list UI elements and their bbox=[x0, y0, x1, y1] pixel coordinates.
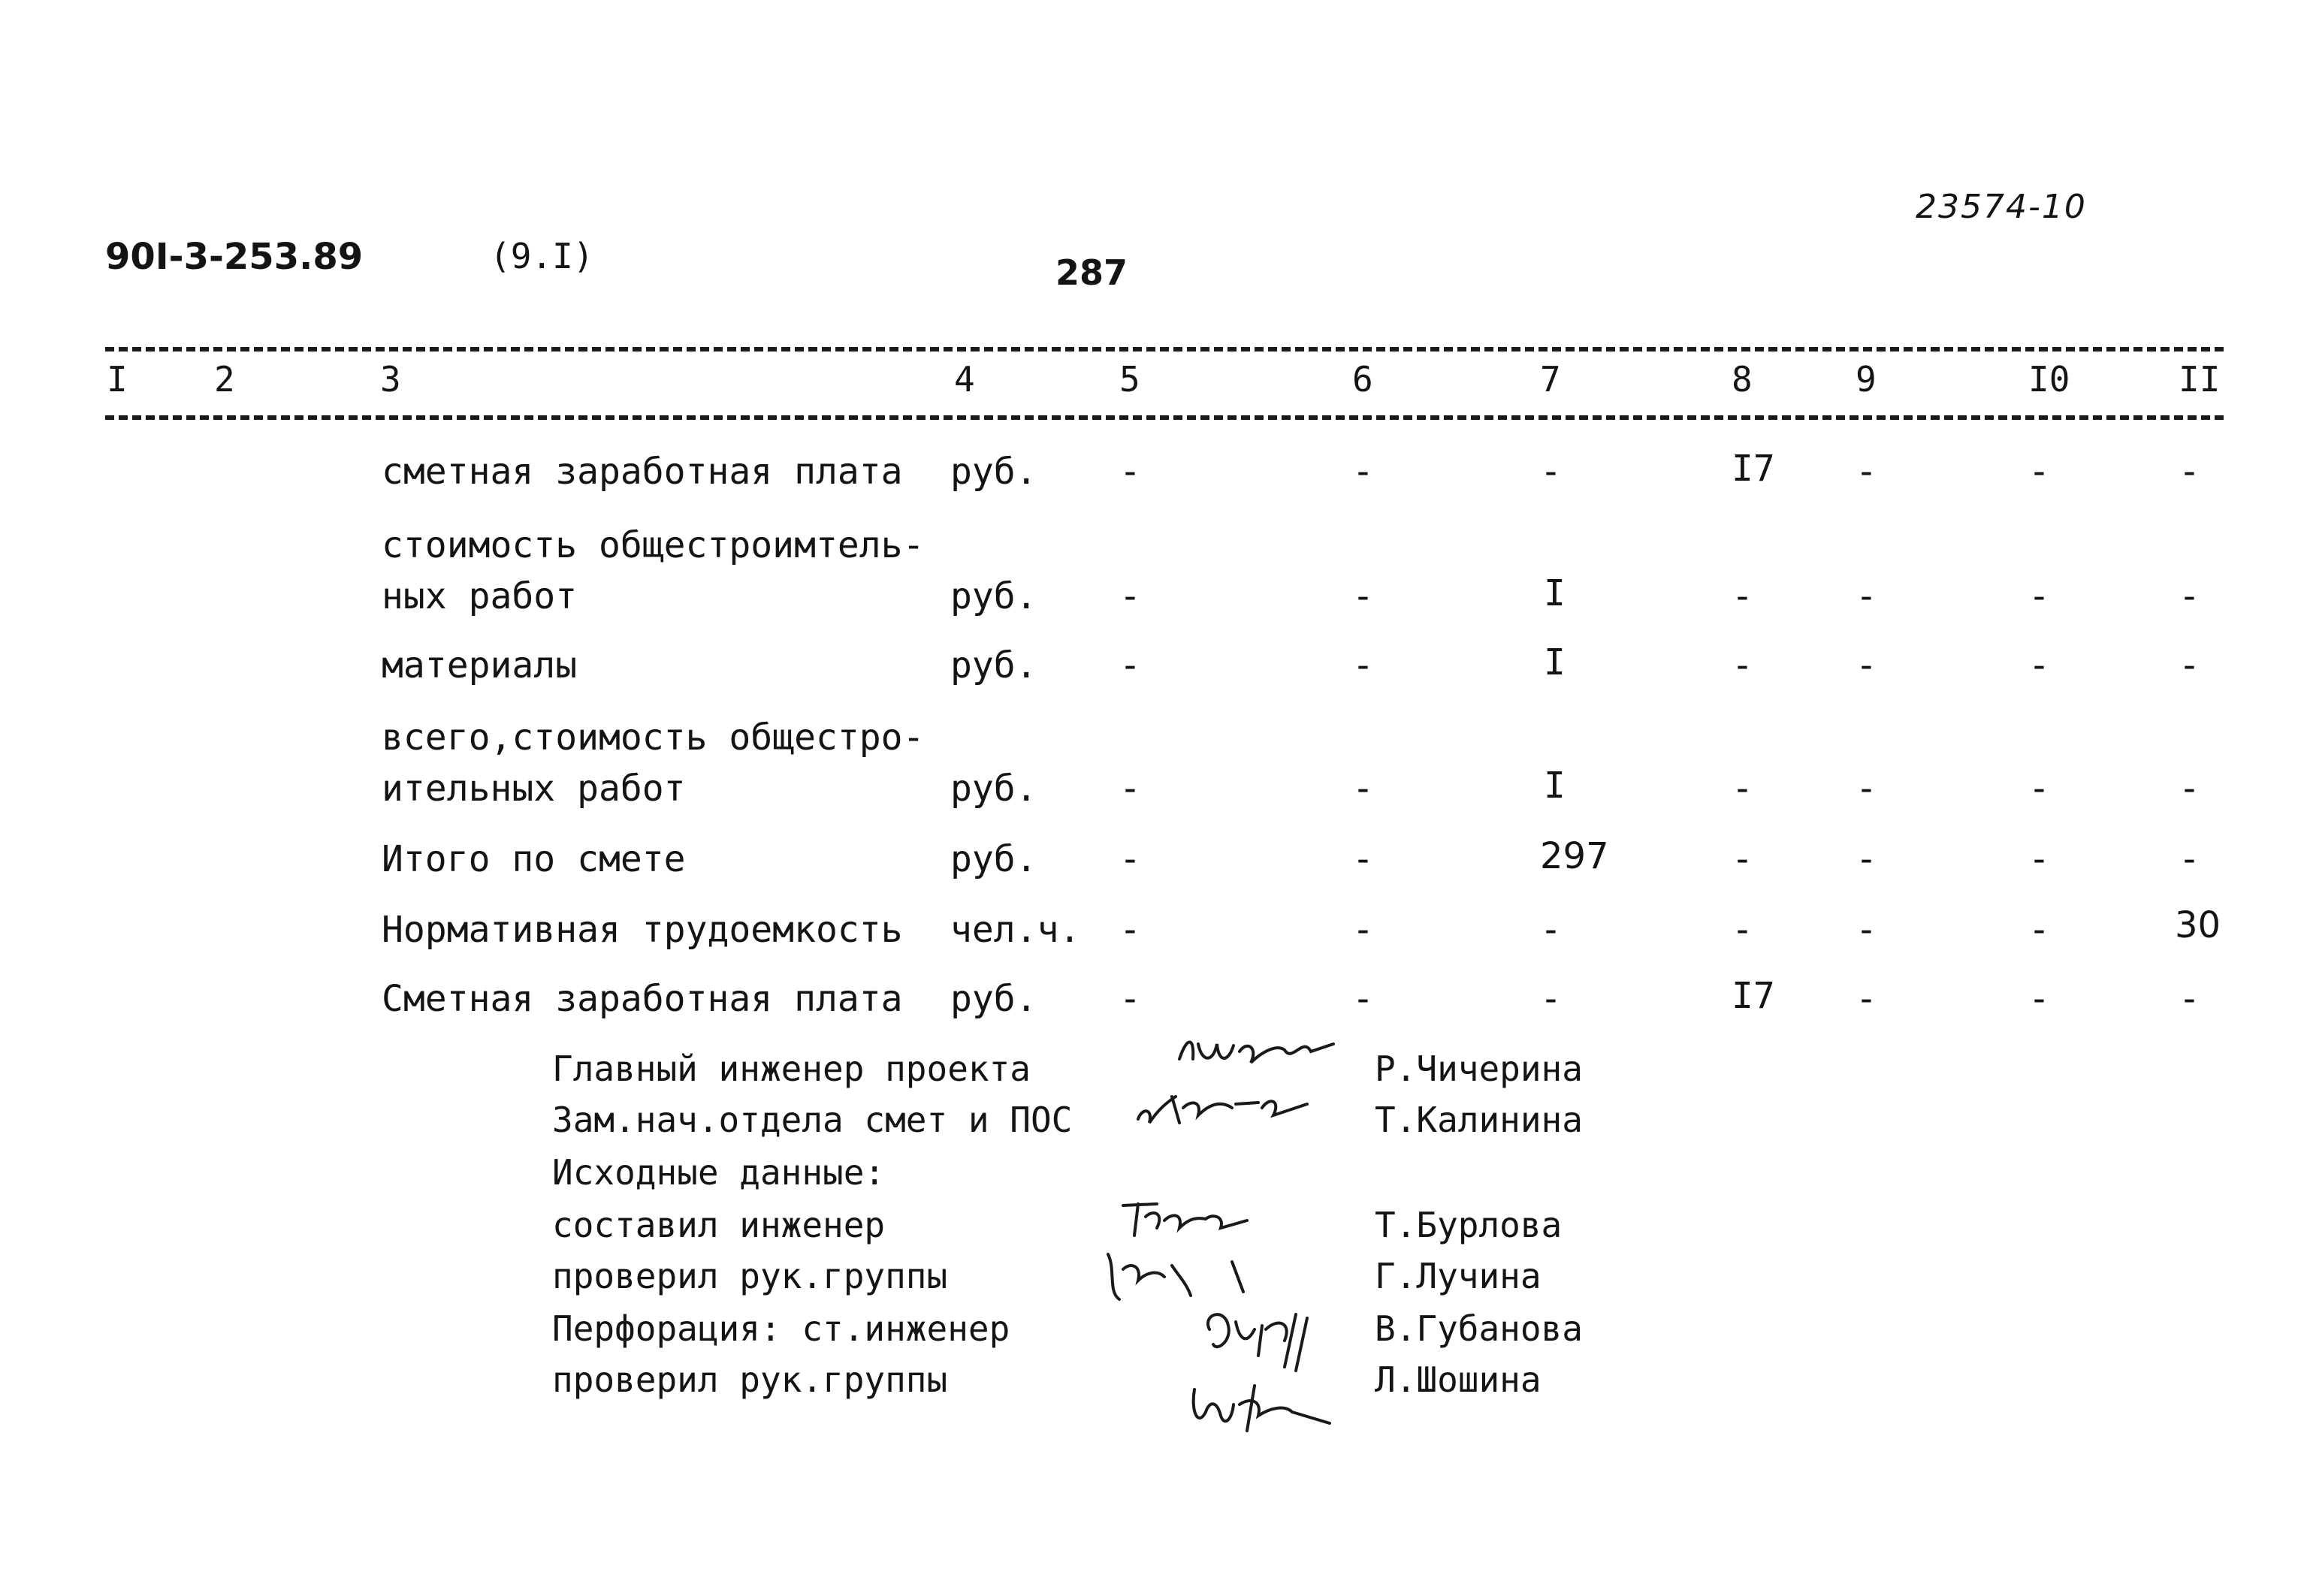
cell-col8: I7 bbox=[1732, 448, 1775, 490]
cell-col5: - bbox=[1119, 644, 1141, 686]
row-name: стоимость общестроимтель- bbox=[382, 524, 925, 566]
column-header: I bbox=[107, 359, 128, 400]
cell-col11: - bbox=[2179, 451, 2200, 493]
signature-role: Главный инженер проекта bbox=[552, 1048, 1031, 1089]
row-unit: руб. bbox=[950, 451, 1037, 493]
section-number: (9.I) bbox=[490, 236, 594, 276]
cell-col6: - bbox=[1352, 575, 1374, 617]
column-header: 4 bbox=[954, 359, 975, 400]
cell-col9: - bbox=[1856, 451, 1877, 493]
row-name-continued: ительных работ bbox=[382, 768, 686, 810]
signature-name: Л.Шошина bbox=[1375, 1359, 1542, 1400]
row-name: Итого по смете bbox=[382, 838, 686, 880]
cell-col7: I bbox=[1544, 572, 1566, 614]
row-name: материалы bbox=[382, 644, 578, 686]
cell-col10: - bbox=[2028, 838, 2050, 880]
column-header: 8 bbox=[1732, 359, 1753, 400]
column-header: 2 bbox=[214, 359, 235, 400]
cell-col10: - bbox=[2028, 909, 2050, 951]
column-header: 6 bbox=[1352, 359, 1373, 400]
cell-col8: - bbox=[1732, 575, 1753, 617]
column-header: 9 bbox=[1856, 359, 1877, 400]
inventory-number: 23574-10 bbox=[1916, 188, 2087, 226]
handwritten-signature bbox=[1131, 1082, 1318, 1134]
cell-col9: - bbox=[1856, 768, 1877, 810]
page-number: 287 bbox=[1055, 252, 1128, 293]
cell-col11: 30 bbox=[2175, 904, 2221, 946]
cell-col9: - bbox=[1856, 838, 1877, 880]
signature-role: составил инженер bbox=[552, 1205, 886, 1245]
cell-col10: - bbox=[2028, 575, 2050, 617]
cell-col11: - bbox=[2179, 838, 2200, 880]
cell-col9: - bbox=[1856, 644, 1877, 686]
signature-name: Р.Чичерина bbox=[1375, 1048, 1583, 1089]
row-name: всего,стоимость общестро- bbox=[382, 717, 925, 759]
cell-col6: - bbox=[1352, 768, 1374, 810]
row-unit: руб. bbox=[950, 768, 1037, 810]
cell-col7: - bbox=[1540, 978, 1562, 1020]
cell-col5: - bbox=[1119, 978, 1141, 1020]
row-unit: руб. bbox=[950, 838, 1037, 880]
signature-role: Перфорация: ст.инженер bbox=[552, 1308, 1010, 1349]
cell-col10: - bbox=[2028, 644, 2050, 686]
cell-col9: - bbox=[1856, 575, 1877, 617]
cell-col10: - bbox=[2028, 451, 2050, 493]
cell-col7: I bbox=[1544, 765, 1566, 807]
signature-role: проверил рук.группы bbox=[552, 1256, 948, 1296]
table-top-rule bbox=[105, 347, 2224, 351]
signature-role: Зам.нач.отдела смет и ПОС bbox=[552, 1100, 1073, 1140]
cell-col9: - bbox=[1856, 909, 1877, 951]
cell-col8: I7 bbox=[1732, 975, 1775, 1017]
signature-role: проверил рук.группы bbox=[552, 1359, 948, 1400]
row-name: сметная заработная плата bbox=[382, 451, 903, 493]
row-name: Нормативная трудоемкость bbox=[382, 909, 903, 951]
cell-col11: - bbox=[2179, 644, 2200, 686]
handwritten-signature bbox=[1172, 1029, 1345, 1082]
row-unit: чел.ч. bbox=[950, 909, 1081, 951]
cell-col8: - bbox=[1732, 644, 1753, 686]
cell-col5: - bbox=[1119, 909, 1141, 951]
cell-col5: - bbox=[1119, 768, 1141, 810]
column-header: 7 bbox=[1540, 359, 1561, 400]
cell-col6: - bbox=[1352, 978, 1374, 1020]
cell-col6: - bbox=[1352, 451, 1374, 493]
cell-col5: - bbox=[1119, 575, 1141, 617]
cell-col11: - bbox=[2179, 978, 2200, 1020]
signature-section-label: Исходные данные: bbox=[552, 1152, 886, 1193]
signature-name: Г.Лучина bbox=[1375, 1256, 1542, 1296]
cell-col5: - bbox=[1119, 838, 1141, 880]
row-unit: руб. bbox=[950, 978, 1037, 1020]
column-header: I0 bbox=[2028, 359, 2070, 400]
cell-col8: - bbox=[1732, 768, 1753, 810]
cell-col10: - bbox=[2028, 768, 2050, 810]
cell-col8: - bbox=[1732, 838, 1753, 880]
cell-col11: - bbox=[2179, 575, 2200, 617]
signature-name: Т.Бурлова bbox=[1375, 1205, 1563, 1245]
cell-col5: - bbox=[1119, 451, 1141, 493]
column-header: 3 bbox=[380, 359, 401, 400]
table-header-rule bbox=[105, 415, 2224, 420]
cell-col9: - bbox=[1856, 978, 1877, 1020]
row-name: Сметная заработная плата bbox=[382, 978, 903, 1020]
cell-col6: - bbox=[1352, 644, 1374, 686]
handwritten-signature bbox=[1179, 1367, 1345, 1442]
cell-col10: - bbox=[2028, 978, 2050, 1020]
column-header: II bbox=[2179, 359, 2221, 400]
row-name-continued: ных работ bbox=[382, 575, 578, 617]
cell-col11: - bbox=[2179, 768, 2200, 810]
cell-col7: I bbox=[1544, 641, 1566, 683]
row-unit: руб. bbox=[950, 644, 1037, 686]
cell-col8: - bbox=[1732, 909, 1753, 951]
row-unit: руб. bbox=[950, 575, 1037, 617]
signature-name: В.Губанова bbox=[1375, 1308, 1583, 1349]
cell-col6: - bbox=[1352, 909, 1374, 951]
column-header: 5 bbox=[1119, 359, 1140, 400]
signature-name: Т.Калинина bbox=[1375, 1100, 1583, 1140]
cell-col7: 297 bbox=[1540, 835, 1609, 877]
document-code: 90I-3-253.89 bbox=[105, 236, 364, 278]
cell-col6: - bbox=[1352, 838, 1374, 880]
cell-col7: - bbox=[1540, 909, 1562, 951]
cell-col7: - bbox=[1540, 451, 1562, 493]
